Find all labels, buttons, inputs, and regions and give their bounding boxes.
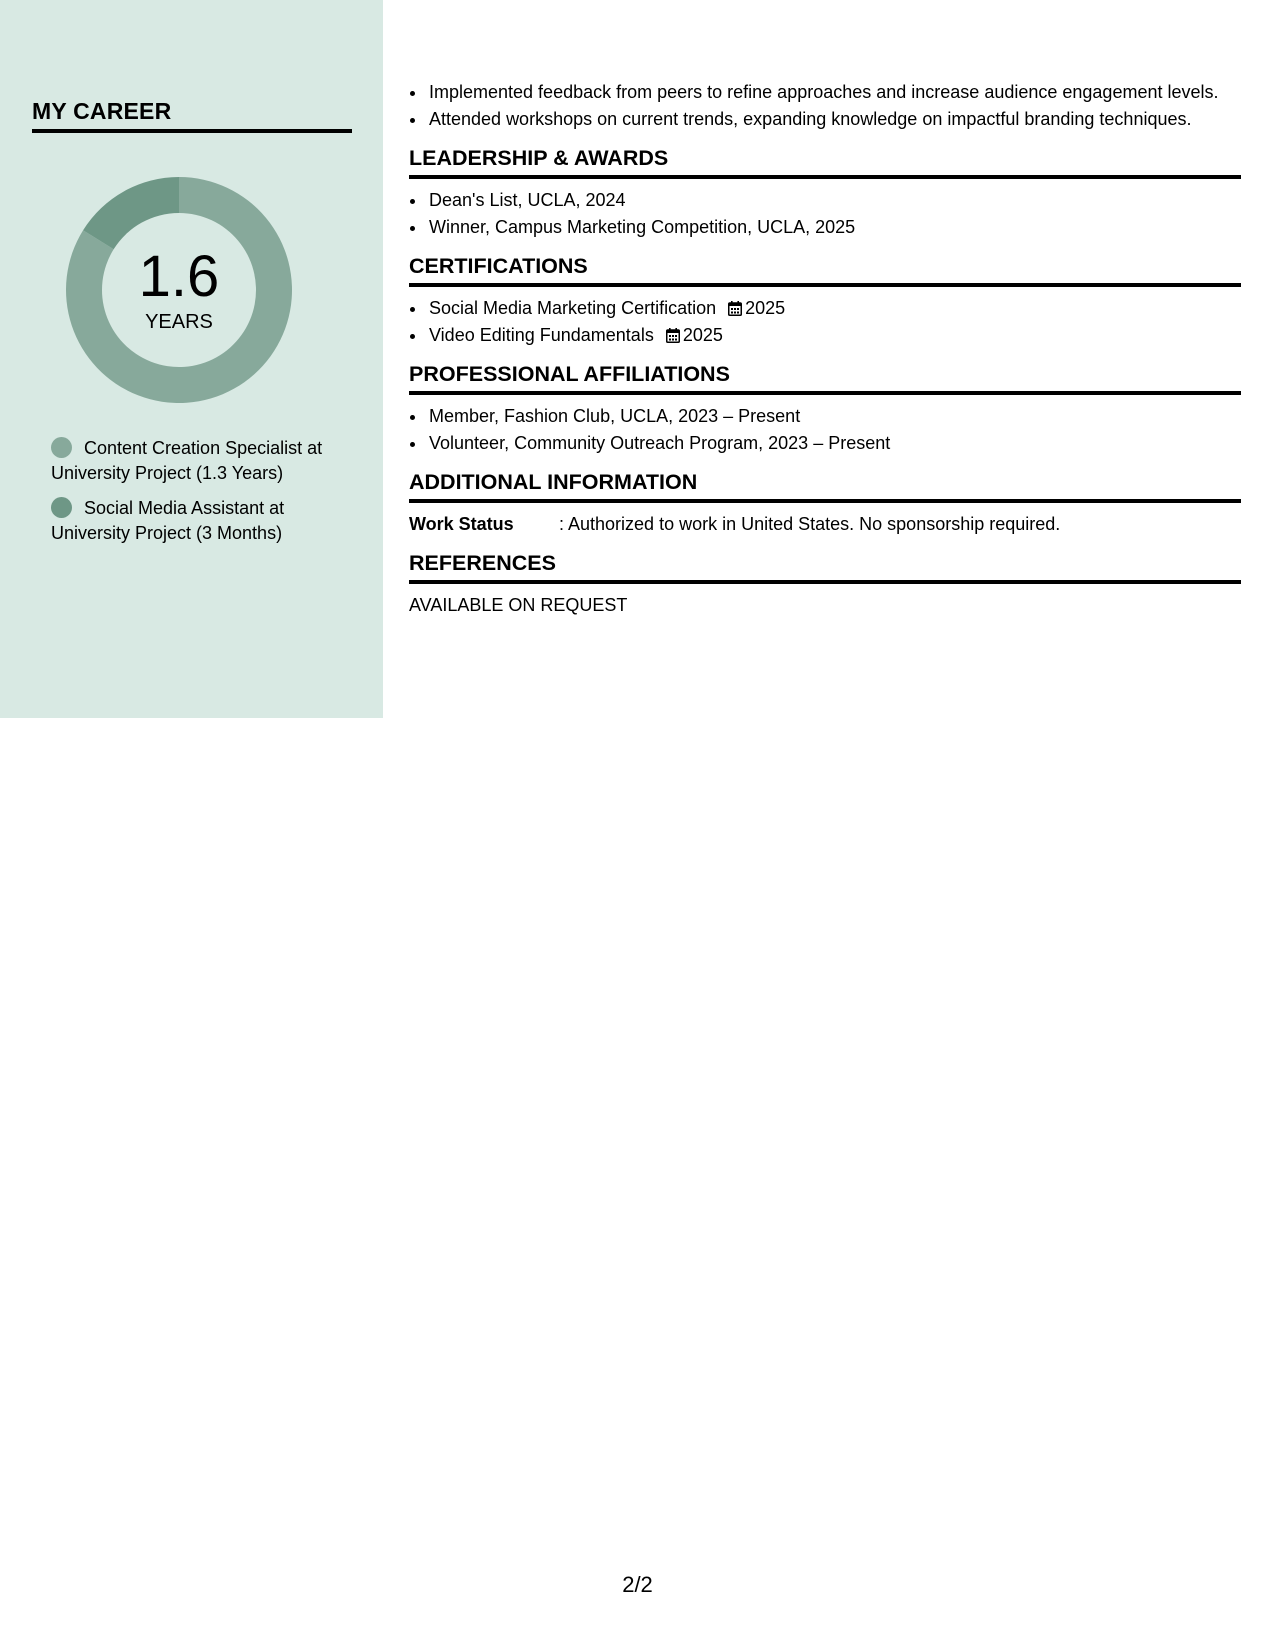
legend-dot-icon <box>51 437 72 458</box>
references-text: AVAILABLE ON REQUEST <box>409 595 628 615</box>
work-status-label: Work Status <box>409 514 514 534</box>
legend-dot-icon <box>51 497 72 518</box>
list-item: • Implemented feedback from peers to refine approaches and increase audience engagement levels. <box>427 80 1241 104</box>
career-sidebar <box>0 0 383 718</box>
work-status-row <box>409 512 1241 536</box>
certification-year: 2025 <box>682 325 723 345</box>
list-item: • Volunteer, Community Outreach Program, 2023 – Present <box>427 431 1241 455</box>
leadership-heading: LEADERSHIP & AWARDS <box>409 146 669 170</box>
calendar-icon <box>666 328 680 343</box>
section-rule <box>409 499 1241 503</box>
legend-label: Social Media Assistant at University Project (3 Months) <box>51 498 285 543</box>
career-donut-chart <box>66 177 292 403</box>
affiliations-list <box>409 404 1241 455</box>
certification-year: 2025 <box>745 298 786 318</box>
section-rule <box>409 175 1241 179</box>
certification-name: Social Media Marketing Certification <box>429 298 717 318</box>
leadership-list <box>409 188 1241 239</box>
main-content <box>409 80 1241 617</box>
section-rule <box>409 391 1241 395</box>
legend-item <box>51 436 341 486</box>
career-total-unit: YEARS <box>145 311 213 333</box>
legend-item <box>51 496 341 546</box>
page-number: 2/2 <box>622 1572 653 1597</box>
additional-info-heading: ADDITIONAL INFORMATION <box>409 470 698 494</box>
career-title: MY CAREER <box>32 98 172 124</box>
certification-name: Video Editing Fundamentals <box>429 325 654 345</box>
section-rule <box>409 580 1241 584</box>
donut-segment <box>83 177 179 249</box>
list-item: • Dean's List, UCLA, 2024 <box>427 188 1241 212</box>
affiliations-heading: PROFESSIONAL AFFILIATIONS <box>409 362 730 386</box>
work-status-value: : Authorized to work in United States. No sponsorship required. <box>559 514 1061 534</box>
section-rule <box>409 283 1241 287</box>
certifications-list <box>409 296 1241 347</box>
career-total-value: 1.6 <box>138 244 220 309</box>
references-heading: REFERENCES <box>409 551 556 575</box>
career-title-rule <box>32 129 352 133</box>
list-item: • Attended workshops on current trends, expanding knowledge on impactful branding techniques. <box>427 107 1241 131</box>
calendar-icon <box>728 301 742 316</box>
certifications-heading: CERTIFICATIONS <box>409 254 588 278</box>
list-item: • Member, Fashion Club, UCLA, 2023 – Present <box>427 404 1241 428</box>
experience-bullets <box>409 80 1241 131</box>
legend-label: Content Creation Specialist at University Project (1.3 Years) <box>51 438 323 483</box>
career-legend <box>51 436 341 556</box>
list-item <box>427 296 1241 320</box>
list-item <box>427 323 1241 347</box>
list-item: • Winner, Campus Marketing Competition, UCLA, 2025 <box>427 215 1241 239</box>
